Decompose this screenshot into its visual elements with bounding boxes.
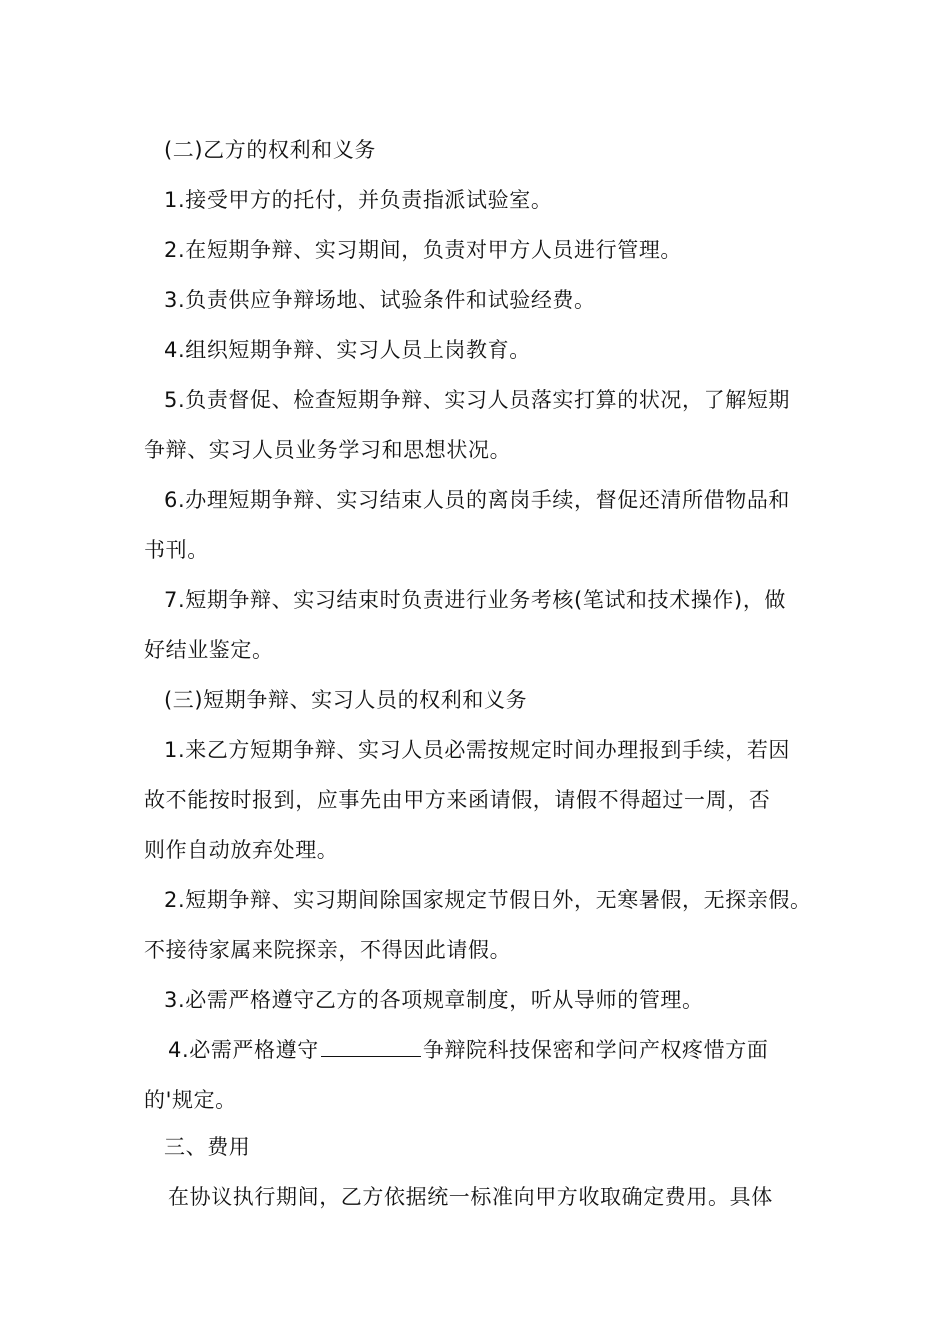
paragraph-line: 7.短期争辩、实习结束时负责进行业务考核(笔试和技术操作)，做 bbox=[164, 588, 787, 612]
section-heading-fees: 三、费用 bbox=[164, 1135, 251, 1159]
text-before-blank: 4.必需严格遵守 bbox=[168, 1038, 319, 1062]
paragraph-line: 在协议执行期间，乙方依据统一标准向甲方收取确定费用。具体 bbox=[168, 1185, 773, 1209]
paragraph-line: 6.办理短期争辩、实习结束人员的离岗手续，督促还清所借物品和 bbox=[164, 488, 791, 512]
paragraph-line: 不接待家属来院探亲，不得因此请假。 bbox=[144, 938, 512, 962]
paragraph-line: 1.来乙方短期争辩、实习人员必需按规定时间办理报到手续，若因 bbox=[164, 738, 791, 762]
section-heading-party-b: (二)乙方的权利和义务 bbox=[164, 138, 376, 162]
paragraph-line: 1.接受甲方的托付，并负责指派试验室。 bbox=[164, 188, 553, 212]
paragraph-line: 书刊。 bbox=[144, 538, 209, 562]
paragraph-line-with-blank bbox=[168, 1035, 768, 1065]
paragraph-line: 2.在短期争辩、实习期间，负责对甲方人员进行管理。 bbox=[164, 238, 683, 262]
paragraph-line: 3.必需严格遵守乙方的各项规章制度，听从导师的管理。 bbox=[164, 988, 704, 1012]
paragraph-line: 则作自动放弃处理。 bbox=[144, 838, 339, 862]
text-after-blank: 争辩院科技保密和学问产权疼惜方面 bbox=[422, 1038, 769, 1062]
paragraph-line: 好结业鉴定。 bbox=[144, 638, 274, 662]
fill-in-blank bbox=[321, 1036, 421, 1057]
paragraph-line: 3.负责供应争辩场地、试验条件和试验经费。 bbox=[164, 288, 596, 312]
paragraph-line: 争辩、实习人员业务学习和思想状况。 bbox=[144, 438, 512, 462]
paragraph-line: 的'规定。 bbox=[144, 1088, 237, 1112]
paragraph-line: 2.短期争辩、实习期间除国家规定节假日外，无寒暑假，无探亲假。 bbox=[164, 888, 812, 912]
paragraph-line: 故不能按时报到，应事先由甲方来函请假，请假不得超过一周，否 bbox=[144, 788, 771, 812]
paragraph-line: 5.负责督促、检查短期争辩、实习人员落实打算的状况，了解短期 bbox=[164, 388, 791, 412]
paragraph-line: 4.组织短期争辩、实习人员上岗教育。 bbox=[164, 338, 531, 362]
section-heading-trainees: (三)短期争辩、实习人员的权利和义务 bbox=[164, 688, 528, 712]
